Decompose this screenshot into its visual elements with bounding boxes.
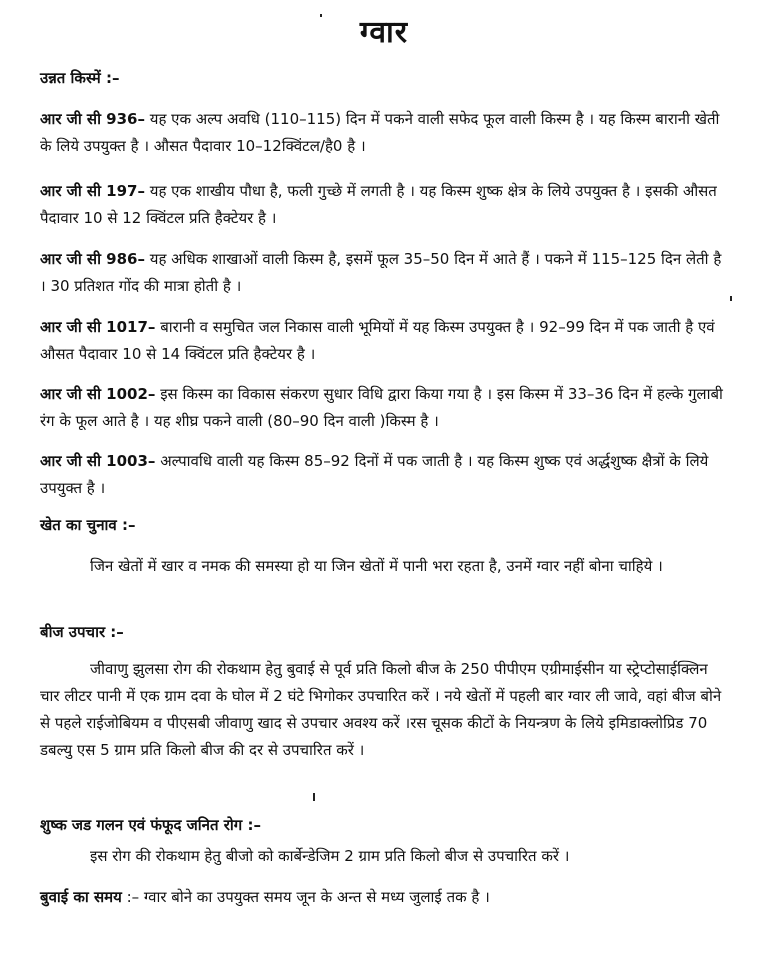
variety-description: यह एक शाखीय पौधा है, फली गुच्छे में लगती है । यह किस्म शुष्क क्षेत्र के लिये उपयुक्त है । इसकी औसत पैदावार 10 से 12 क्विंटल प्रति हैक्टेयर है । (40, 182, 717, 227)
variety-description: बारानी व समुचित जल निकास वाली भूमियों में यह किस्म उपयुक्त है । 92–99 दिन में पक जाती है एवं औसत पैदावार 10 से 14 क्विंटल प्रति हैक्टेयर है । (40, 318, 715, 363)
variety-name: आर जी सी 936– (40, 110, 145, 128)
variety-name: आर जी सी 197– (40, 182, 145, 200)
scan-speck (313, 793, 315, 801)
variety-name: आर जी सी 1017– (40, 318, 156, 336)
field-selection-heading: खेत का चुनाव :– (40, 516, 136, 534)
variety-item (40, 106, 730, 160)
variety-item (40, 448, 730, 502)
scan-speck (730, 296, 732, 301)
root-rot-heading: शुष्क जड गलन एवं फंफूद जनित रोग :– (40, 816, 261, 834)
seed-treatment-heading: बीज उपचार :– (40, 623, 124, 641)
variety-name: आर जी सी 1003– (40, 452, 156, 470)
variety-name: आर जी सी 1002– (40, 385, 156, 403)
root-rot-text: इस रोग की रोकथाम हेतु बीजो को कार्बेन्डेजिम 2 ग्राम प्रति किलो बीज से उपचारित करें । (90, 847, 570, 865)
variety-description: यह अधिक शाखाओं वाली किस्म है, इसमें फूल 35–50 दिन में आते हैं । पकने में 115–125 दिन लेती है । 30 प्रतिशत गोंद की मात्रा होती है । (40, 250, 722, 295)
sowing-time-text: :– ग्वार बोने का उपयुक्त समय जून के अन्त से मध्य जुलाई तक है । (121, 888, 490, 906)
variety-item (40, 246, 730, 300)
variety-item (40, 314, 730, 368)
sowing-time-line (40, 884, 730, 911)
varieties-heading: उन्नत किस्में :– (40, 69, 120, 87)
scan-speck (320, 14, 322, 17)
variety-item (40, 381, 730, 435)
variety-description: यह एक अल्प अवधि (110–115) दिन में पकने वाली सफेद फूल वाली किस्म है । यह किस्म बारानी खेती के लिये उपयुक्त है । औसत पैदावार 10–12क्विंटल/है0 है । (40, 110, 720, 155)
variety-name: आर जी सी 986– (40, 250, 145, 268)
variety-description: अल्पावधि वाली यह किस्म 85–92 दिनों में पक जाती है । यह किस्म शुष्क एवं अर्द्धशुष्क क्षैत्रों के लिये उपयुक्त है । (40, 452, 709, 497)
field-selection-text: जिन खेतों में खार व नमक की समस्या हो या जिन खेतों में पानी भरा रहता है, उनमें ग्वार नहीं बोना चाहिये । (90, 557, 663, 575)
sowing-time-label: बुवाई का समय (40, 888, 122, 906)
page-title: ग्वार (359, 15, 409, 50)
seed-treatment-text: जीवाणु झुलसा रोग की रोकथाम हेतु बुवाई से पूर्व प्रति किलो बीज के 250 पीपीएम एग्रीमाईसीन या स्ट्रेप्टोसाईक्लिन चार लीटर पानी में एक ग्राम दवा के घोल में 2 घंटे भिगोकर उपचारित करें । नये खेतों में पहली बार ग्वार ली जावे, वहां बीज बोने से पहले राईजोबियम व पीएसबी जीवाणु खाद से उपचार अवश्य करें ।रस चूसक कीटों के नियन्त्रण के लिये इमिडाक्लोप्रिड 70 डबल्यु एस 5 ग्राम प्रति किलो बीज की दर से उपचारित करें । (40, 660, 722, 759)
variety-item (40, 178, 730, 232)
variety-description: इस किस्म का विकास संकरण सुधार विधि द्वारा किया गया है । इस किस्म में 33–36 दिन में हल्के गुलाबी रंग के फूल आते है । यह शीघ्र पकने वाली (80–90 दिन वाली )किस्म है । (40, 385, 723, 430)
